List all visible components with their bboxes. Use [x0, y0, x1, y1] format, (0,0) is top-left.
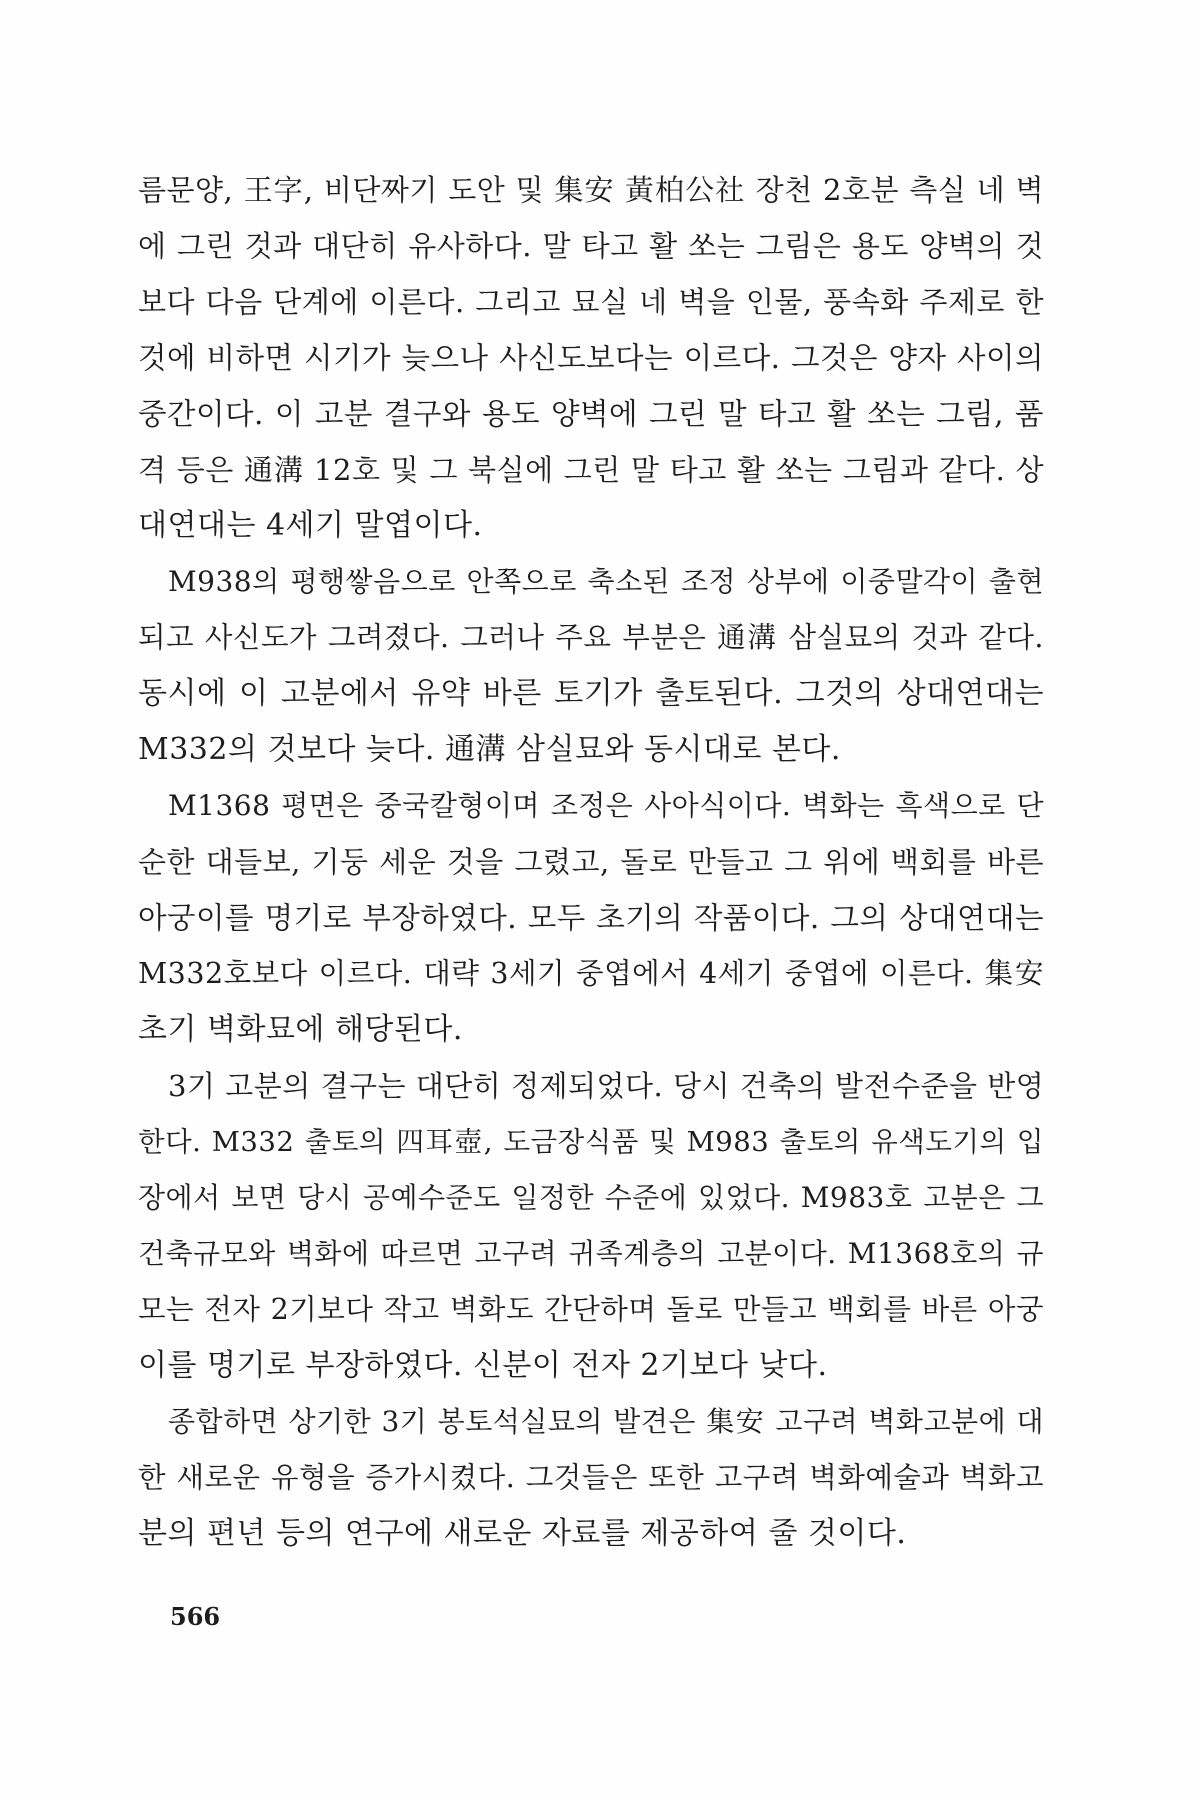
text-line: 장에서 보면 당시 공예수준도 일정한 수준에 있었다. M983호 고분은 그 [138, 1181, 1044, 1214]
text-line: 분의 편년 등의 연구에 새로운 자료를 제공하여 줄 것이다. [138, 1516, 907, 1551]
text-line: 한다. M332 출토의 四耳壺, 도금장식품 및 M983 출토의 유색도기의 입 [138, 1126, 1044, 1158]
text-line: 격 등은 通溝 12호 및 그 북실에 그린 말 타고 활 쏘는 그림과 같다. 상 [138, 453, 1044, 487]
text-line: 건축규모와 벽화에 따르면 고구려 귀족계층의 고분이다. M1368호의 규 [138, 1237, 1044, 1270]
text-line: 보다 다음 단계에 이른다. 그리고 묘실 네 벽을 인물, 풍속화 주제로 한 [138, 285, 1044, 319]
text-line: 한 새로운 유형을 증가시켰다. 그것들은 또한 고구려 벽화예술과 벽화고 [138, 1461, 1044, 1494]
text-line: 종합하면 상기한 3기 봉토석실묘의 발견은 集安 고구려 벽화고분에 대 [168, 1405, 1044, 1438]
text-line: 아궁이를 명기로 부장하였다. 모두 초기의 작품이다. 그의 상대연대는 [138, 901, 1044, 935]
text-line: M1368 평면은 중국칼형이며 조정은 사아식이다. 벽화는 흑색으로 단 [168, 789, 1044, 822]
text-line: 되고 사신도가 그려졌다. 그러나 주요 부분은 通溝 삼실묘의 것과 같다. [138, 621, 1044, 654]
text-line: 것에 비하면 시기가 늦으나 사신도보다는 이르다. 그것은 양자 사이의 [138, 341, 1044, 375]
text-line: 초기 벽화묘에 해당된다. [138, 1012, 463, 1047]
text-line: M938의 평행쌓음으로 안쪽으로 축소된 조정 상부에 이중말각이 출현 [168, 565, 1044, 598]
body-text [138, 162, 1044, 1562]
text-line: 이를 명기로 부장하였다. 신분이 전자 2기보다 낮다. [138, 1348, 828, 1383]
text-line: 대연대는 4세기 말엽이다. [138, 508, 483, 543]
page-number: 566 [170, 1602, 221, 1631]
text-line: M332호보다 이르다. 대략 3세기 중엽에서 4세기 중엽에 이른다. 集安 [138, 957, 1044, 990]
text-line: 동시에 이 고분에서 유약 바른 토기가 출토된다. 그것의 상대연대는 [138, 676, 1044, 711]
text-line: 3기 고분의 결구는 대단히 정제되었다. 당시 건축의 발전수준을 반영 [168, 1069, 1044, 1103]
text-line: 중간이다. 이 고분 결구와 용도 양벽에 그린 말 타고 활 쏘는 그림, 품 [138, 397, 1044, 431]
text-line: 모는 전자 2기보다 작고 벽화도 간단하며 돌로 만들고 백회를 바른 아궁 [138, 1293, 1044, 1326]
text-line: 에 그린 것과 대단히 유사하다. 말 타고 활 쏘는 그림은 용도 양벽의 것 [138, 229, 1044, 263]
text-line: M332의 것보다 늦다. 通溝 삼실묘와 동시대로 본다. [138, 732, 841, 767]
text-line: 순한 대들보, 기둥 세운 것을 그렸고, 돌로 만들고 그 위에 백회를 바른 [138, 845, 1044, 879]
text-line: 름문양, 王字, 비단짜기 도안 및 集安 黃柏公社 장천 2호분 측실 네 벽 [138, 173, 1044, 207]
